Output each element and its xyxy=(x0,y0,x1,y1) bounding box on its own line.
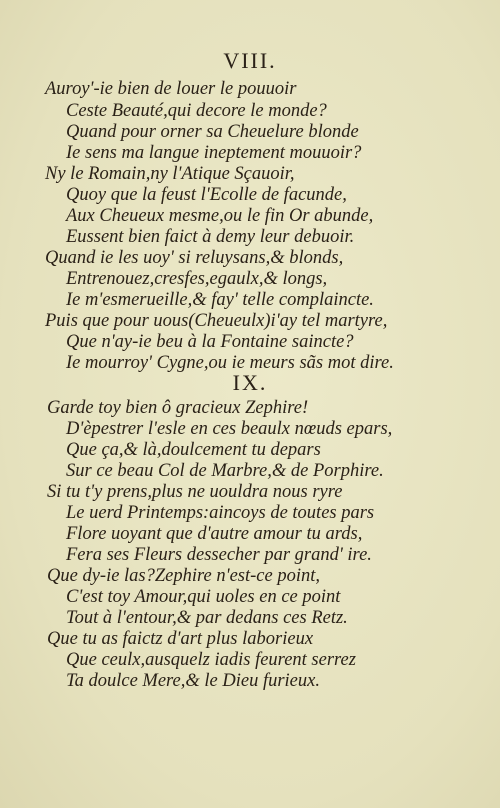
verse-line: Puis que pour uous(Cheueulx)i'ay tel martyre, xyxy=(45,311,388,331)
verse-line: Si tu t'y prens,plus ne uouldra nous ryre xyxy=(47,482,343,502)
verse-line: Tout à l'entour,& par dedans ces Retz. xyxy=(66,608,348,628)
verse-line: Ceste Beauté,qui decore le monde? xyxy=(66,101,327,121)
verse-line: Sur ce beau Col de Marbre,& de Porphire. xyxy=(66,461,384,481)
verse-line: Entrenouez,cresfes,egaulx,& longs, xyxy=(66,269,328,289)
verse-line: Garde toy bien ô gracieux Zephire! xyxy=(47,398,309,418)
verse-line: Ie sens ma langue ineptement mouuoir? xyxy=(66,143,362,163)
verse-line: Que n'ay-ie beu à la Fontaine saincte? xyxy=(66,332,354,352)
verse-line: Aux Cheueux mesme,ou le fin Or abunde, xyxy=(66,206,374,226)
verse-line: Que dy-ie las?Zephire n'est-ce point, xyxy=(47,566,320,586)
verse-line: Ta doulce Mere,& le Dieu furieux. xyxy=(66,671,320,691)
verse-line: Le uerd Printemps:aincoys de toutes pars xyxy=(66,503,375,523)
verse-line: Ie m'esmerueille,& fay' telle complaincte. xyxy=(66,290,374,310)
verse-line: Quand pour orner sa Cheuelure blonde xyxy=(66,122,359,142)
verse-line: Que tu as faictz d'art plus laborieux xyxy=(47,629,314,649)
verse-line: Quand ie les uoy' si reluysans,& blonds, xyxy=(45,248,344,268)
sonnet-heading-viii: VIII. xyxy=(223,48,277,73)
verse-line: Flore uoyant que d'autre amour tu ards, xyxy=(66,524,363,544)
verse-line: D'èpestrer l'esle en ces beaulx nœuds epars, xyxy=(66,419,393,439)
verse-line: C'est toy Amour,qui uoles en ce point xyxy=(66,587,341,607)
verse-line: Que ça,& là,doulcement tu depars xyxy=(66,440,321,460)
verse-line: Ie mourroy' Cygne,ou ie meurs sãs mot dire. xyxy=(66,353,394,373)
verse-line: Fera ses Fleurs dessecher par grand' ire. xyxy=(66,545,372,565)
verse-line: Ny le Romain,ny l'Atique Sçauoir, xyxy=(45,164,295,184)
verse-line: Auroy'-ie bien de louer le pouuoir xyxy=(45,79,297,99)
verse-line: Eussent bien faict à demy leur debuoir. xyxy=(66,227,355,247)
verse-line: Quoy que la feust l'Ecolle de facunde, xyxy=(66,185,347,205)
verse-line: Que ceulx,ausquelz iadis feurent serrez xyxy=(66,650,356,670)
sonnet-heading-ix: IX. xyxy=(232,370,268,395)
